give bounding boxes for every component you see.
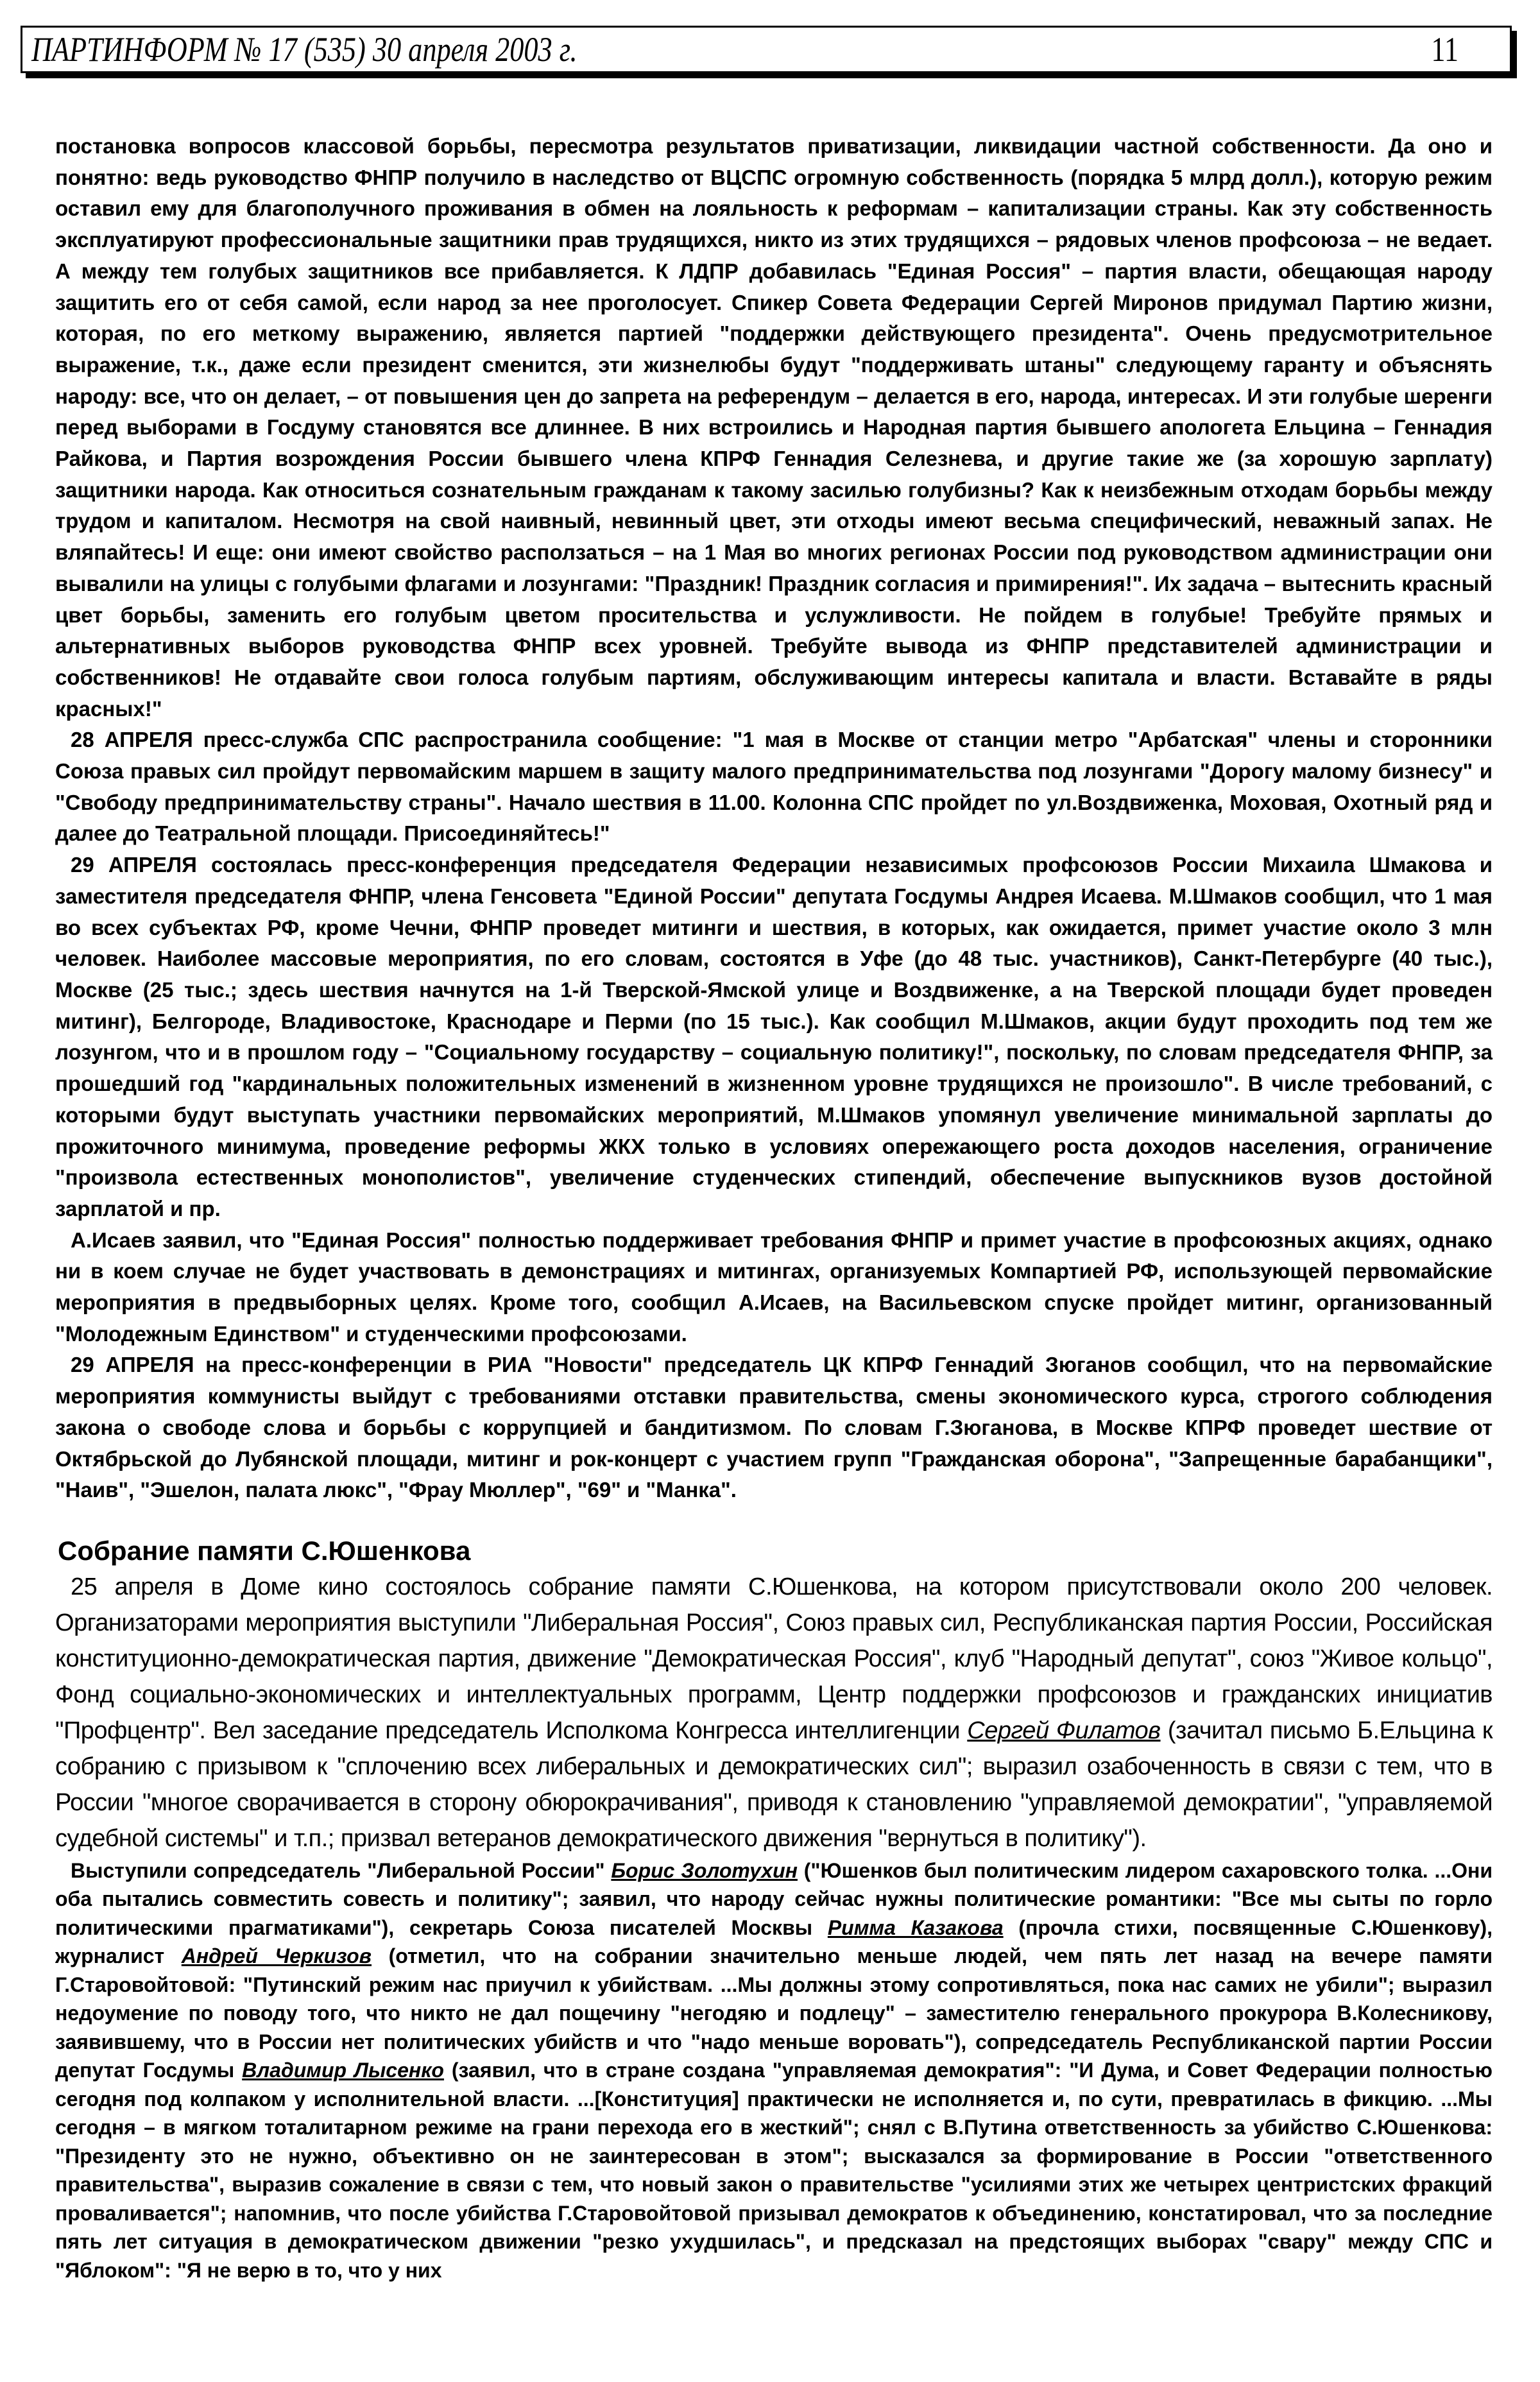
article-paragraph [55, 1569, 1493, 1856]
article-heading: Собрание памяти С.Юшенкова [58, 1535, 471, 1566]
article-intro [55, 1569, 1493, 1856]
person-name: Андрей Черкизов [181, 1944, 372, 1968]
news-paragraph [55, 850, 1493, 1224]
person-name: Борис Золотухин [611, 1858, 798, 1882]
article-speakers [55, 1856, 1493, 2285]
paragraph-text: (заявил, что в стране создана "управляемая демократия": "И Дума, и Совет Федерации полностью сегодня под колпаком у исполнительной власти. ...[Конституция] практически не исполняется и, по сути, превратилась в фикцию. ...Мы сегодня – в мягком тоталитарном режиме на грани перехода его в жесткий"; снял с В.Путина ответственность за убийство С.Юшенкова: "Президенту это не нужно, объективно он не заинтересован в этом"; высказался за формирование в России "ответственного правительства", выразив сожаление в связи с тем, что новый закон о правительстве "усилиями этих же четырех центристских фракций проваливается"; напомнив, что после убийства Г.Старовойтовой призывал демократов к объединению, констатировал, что за последние пять лет ситуация в демократическом движении "резко ухудшилась", и предсказал на предстоящих выборах "свару" между СПС и "Яблоком": "Я не верю в то, что у них [55, 2059, 1493, 2282]
publication-title: ПАРТИНФОРМ № 17 (535) 30 апреля 2003 г. [31, 30, 578, 69]
person-name: Римма Казакова [827, 1915, 1004, 1939]
paragraph-text: 25 апреля в Доме кино состоялось собрание памяти С.Юшенкова, на котором присутствовали около 200 человек. Организаторами мероприятия выступили "Либеральная Россия", Союз правых сил, Республиканская партия России, Российская конституционно-демократическая партия, движение "Демократическая Россия", клуб "Народный депутат", союз "Живое кольцо", Фонд социально-экономических и интеллектуальных программ, Центр поддержки профсоюзов и гражданских инициатив "Профцентр". Вел заседание председатель Исполкома Конгресса интеллигенции [55, 1573, 1493, 1744]
news-paragraph [55, 1350, 1493, 1506]
article-paragraph [55, 1856, 1493, 2285]
person-name: Сергей Филатов [967, 1717, 1161, 1744]
page-number: 11 [1431, 30, 1459, 69]
paragraph-text: А.Исаев заявил, что "Единая Россия" полностью поддерживает требования ФНПР и примет участие в профсоюзных акциях, однако ни в коем случае не будет участвовать в демонстрациях и митингах, организуемых Компартией РФ, использующей первомайские мероприятия в предвыборных целях. Кроме того, сообщил А.Исаев, на Васильевском спуске пройдет митинг, организованный "Молодежным Единством" и студенческими профсоюзами. [55, 1228, 1493, 1346]
news-column [55, 131, 1493, 1506]
paragraph-text: (отметил, что на собрании значительно меньше людей, чем пять лет назад на вечере памяти Г.Старовойтовой: "Путинский режим нас приучил к убийствам. ...Мы должны этому сопротивляться, пока нас самих не убили"; выразил недоумение по поводу того, что никто не дал пощечину "негодяю и подлецу" – заместителю генерального прокурора В.Колесникову, заявившему, что в России нет политических убийств и что "надо меньше воровать"), сопредседатель Республиканской партии России депутат Госдумы [55, 1944, 1493, 2082]
paragraph-text: постановка вопросов классовой борьбы, пересмотра результатов приватизации, ликвидации частной собственности. Да оно и понятно: ведь руководство ФНПР получило в наследство от ВЦСПС огромную собственность (порядка 5 млрд долл.), которую режим оставил ему для благополучного проживания в обмен на лояльность к реформам – капитализации страны. Как эту собственность эксплуатируют профессиональные защитники прав трудящихся, никто из этих трудящихся – рядовых членов профсоюза – не ведает. А между тем голубых защитников все прибавляется. К ЛДПР добавилась "Единая Россия" – партия власти, обещающая народу защитить его от себя самой, если народ за нее проголосует. Спикер Совета Федерации Сергей Миронов придумал Партию жизни, которая, по его меткому выражению, является партией "поддержки действующего президента". Очень предусмотрительное выражение, т.к., даже если президент сменится, эти жизнелюбы будут "поддерживать штаны" следующему гаранту и объяснять народу: все, что он делает, – от повышения цен до запрета на референдум – делается в его, народа, интересах. И эти голубые шеренги перед выборами в Госдуму становятся все длиннее. В них встроились и Народная партия бывшего апологета Ельцина – Геннадия Райкова, и Партия возрождения России бывшего члена КПРФ Геннадия Селезнева, и другие такие же (за хорошую зарплату) защитники народа. Как относиться сознательным гражданам к такому засилью голубизны? Как к неизбежным отходам борьбы между трудом и капиталом. Несмотря на свой наивный, невинный цвет, эти отходы имеют весьма специфический, неважный запах. Не вляпайтесь! И еще: они имеют свойство расползаться – на 1 Мая во многих регионах России под руководством администрации они вывалили на улицы с голубыми флагами и лозунгами: "Праздник! Праздник согласия и примирения!". Их задача – вытеснить красный цвет борьбы, заменить его голубым цветом просительства и услужливости. Не пойдем в голубые! Требуйте прямых и альтернативных выборов руководства ФНПР всех уровней. Требуйте вывода из ФНПР представителей администрации и собственников! Не отдавайте свои голоса голубым партиям, обслуживающим интересы капитала и власти. Вставайте в ряды красных!" [55, 134, 1493, 721]
news-paragraph [55, 1225, 1493, 1350]
paragraph-text: (зачитал письмо Б.Ельцина к собранию с призывом к "сплочению всех либеральных и демократических сил"; выразил озабоченность в связи с тем, что в России "многое сворачивается в сторону обюрокрачивания", приводя к становлению "управляемой демократии", "управляемой судебной системы" и т.п.; призвал ветеранов демократического движения "вернуться в политику"). [55, 1717, 1493, 1852]
paragraph-text: 29 АПРЕЛЯ состоялась пресс-конференция председателя Федерации независимых профсоюзов России Михаила Шмакова и заместителя председателя ФНПР, члена Генсовета "Единой России" депутата Госдумы Андрея Исаева. М.Шмаков сообщил, что 1 мая во всех субъектах РФ, кроме Чечни, ФНПР проведет митинги и шествия, в которых, как ожидается, примет участие около 3 млн человек. Наиболее массовые мероприятия, по его словам, состоятся в Уфе (до 48 тыс. участников), Санкт-Петербурге (40 тыс.), Москве (25 тыс.; здесь шествия начнутся на 1-й Тверской-Ямской улице и Воздвиженке, а на Тверской площади будет проведен митинг), Белгороде, Владивостоке, Краснодаре и Перми (по 15 тыс.). Как сообщил М.Шмаков, акции будут проходить под тем же лозунгом, что и в прошлом году – "Социальному государству – социальную политику!", поскольку, по словам председателя ФНПР, за прошедший год "кардинальных положительных изменений в жизненном уровне трудящихся не произошло". В числе требований, с которыми будут выступать участники первомайских мероприятий, М.Шмаков упомянул увеличение минимальной зарплаты до прожиточного минимума, проведение реформы ЖКХ только в условиях опережающего роста доходов населения, ограничение "произвола естественных монополистов", увеличение студенческих стипендий, обеспечение выпускников вузов достойной зарплатой и пр. [55, 853, 1493, 1221]
paragraph-text: 29 АПРЕЛЯ на пресс-конференции в РИА "Новости" председатель ЦК КПРФ Геннадий Зюганов сообщил, что на первомайские мероприятия коммунисты выйдут с требованиями отставки правительства, смены экономического курса, строгого соблюдения закона о свободе слова и борьбы с коррупцией и бандитизмом. По словам Г.Зюганова, в Москве КПРФ проведет шествие от Октябрьской до Лубянской площади, митинг и рок-концерт с участием групп "Гражданская оборона", "Запрещенные барабанщики", "Наив", "Эшелон, палата люкс", "Фрау Мюллер", "69" и "Манка". [55, 1353, 1493, 1502]
paragraph-text: 28 АПРЕЛЯ пресс-служба СПС распространила сообщение: "1 мая в Москве от станции метро "Арбатская" члены и сторонники Союза правых сил пройдут первомайским маршем в защиту малого предпринимательства под лозунгами "Дорогу малому бизнесу" и "Свободу предпринимательству страны". Начало шествия в 11.00. Колонна СПС пройдет по ул.Воздвиженка, Моховая, Охотный ряд и далее до Театральной площади. Присоединяйтесь!" [55, 728, 1493, 846]
paragraph-text: (прочла стихи, посвященные С.Юшенкову), журналист [55, 1915, 1493, 1968]
person-name: Владимир Лысенко [242, 2059, 444, 2082]
paragraph-text: ("Юшенков был политическим лидером сахаровского толка. ...Они оба пытались совместить совесть и политику"; заявил, что народу сейчас нужны политические романтики: "Все мы сыты по горло политическими прагматиками"), секретарь Союза писателей Москвы [55, 1858, 1493, 1939]
news-paragraph [55, 131, 1493, 724]
news-paragraph [55, 724, 1493, 850]
paragraph-text: Выступили сопредседатель "Либеральной России" [71, 1858, 612, 1882]
